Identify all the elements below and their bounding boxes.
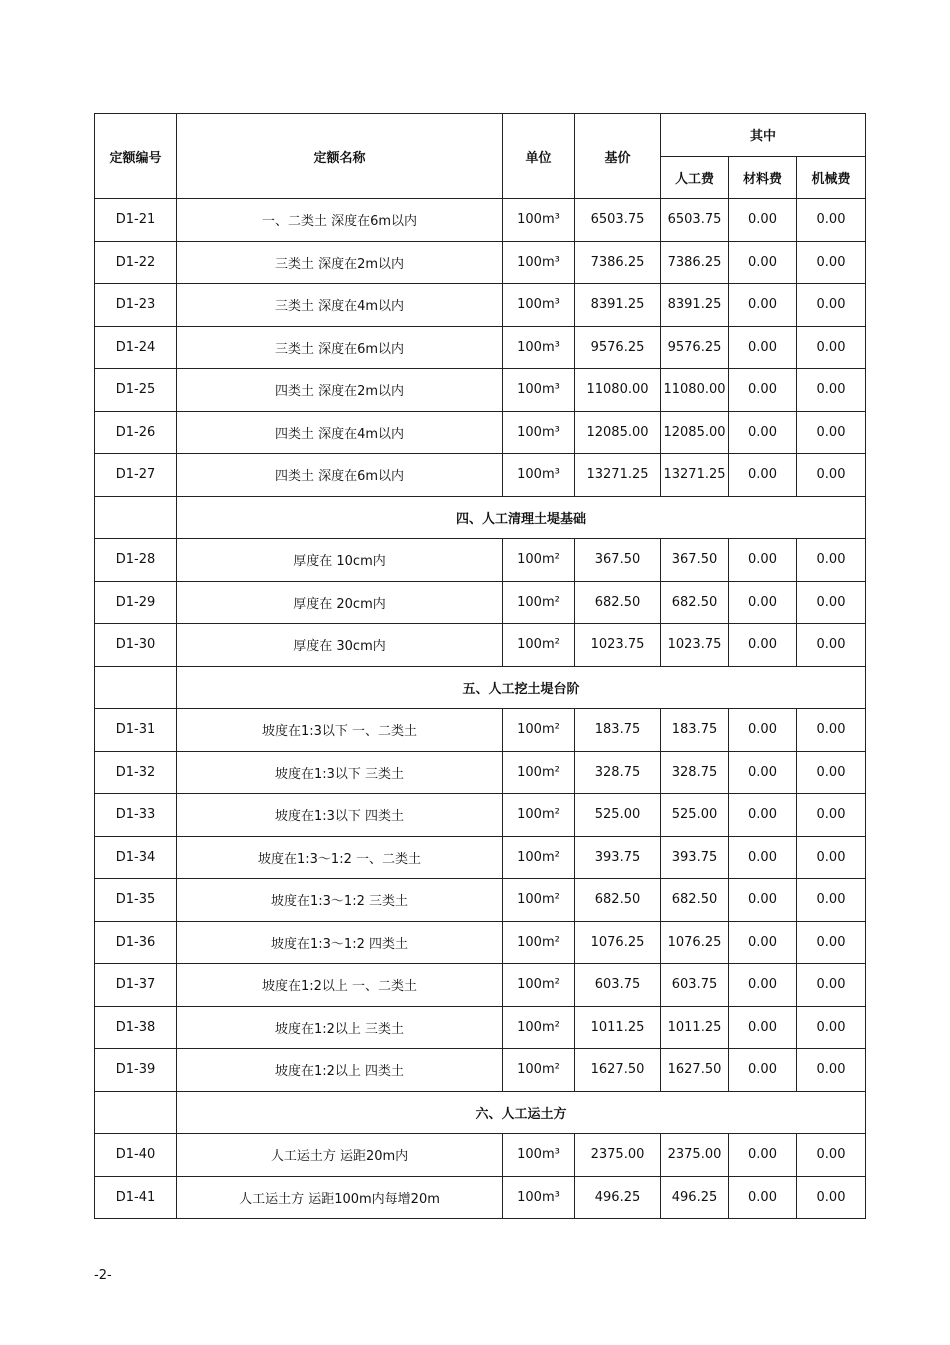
machine-cell: 0.00 <box>797 411 866 454</box>
unit-cell: 100m³ <box>503 1134 575 1177</box>
machine-cell: 0.00 <box>797 326 866 369</box>
labor-cell: 496.25 <box>661 1176 729 1219</box>
page-number: -2- <box>94 1268 112 1283</box>
code-cell: D1-27 <box>95 454 177 497</box>
name-cell: 坡度在1:3以下 一、二类土 <box>177 709 503 752</box>
unit-cell: 100m³ <box>503 369 575 412</box>
unit-cell: 100m² <box>503 964 575 1007</box>
table-row <box>95 794 866 837</box>
code-cell: D1-41 <box>95 1176 177 1219</box>
material-cell: 0.00 <box>729 709 797 752</box>
name-cell: 三类土 深度在6m以内 <box>177 326 503 369</box>
machine-cell: 0.00 <box>797 1006 866 1049</box>
code-cell: D1-38 <box>95 1006 177 1049</box>
base-price-cell: 1023.75 <box>575 624 661 667</box>
machine-cell: 0.00 <box>797 199 866 242</box>
name-cell: 坡度在1:2以上 四类土 <box>177 1049 503 1092</box>
table-row <box>95 199 866 242</box>
code-cell: D1-30 <box>95 624 177 667</box>
machine-cell: 0.00 <box>797 921 866 964</box>
material-cell: 0.00 <box>729 1049 797 1092</box>
labor-cell: 328.75 <box>661 751 729 794</box>
unit-cell: 100m² <box>503 879 575 922</box>
base-price-cell: 183.75 <box>575 709 661 752</box>
table-body <box>95 199 866 1219</box>
section-code-cell <box>95 496 177 539</box>
code-cell: D1-29 <box>95 581 177 624</box>
header-code: 定额编号 <box>95 114 177 199</box>
base-price-cell: 8391.25 <box>575 284 661 327</box>
table-row <box>95 284 866 327</box>
code-cell: D1-23 <box>95 284 177 327</box>
base-price-cell: 682.50 <box>575 581 661 624</box>
name-cell: 坡度在1:3以下 四类土 <box>177 794 503 837</box>
unit-cell: 100m² <box>503 1049 575 1092</box>
code-cell: D1-25 <box>95 369 177 412</box>
section-title: 六、人工运土方 <box>177 1091 866 1134</box>
unit-cell: 100m³ <box>503 199 575 242</box>
table-row <box>95 1134 866 1177</box>
material-cell: 0.00 <box>729 454 797 497</box>
code-cell: D1-34 <box>95 836 177 879</box>
unit-cell: 100m² <box>503 836 575 879</box>
material-cell: 0.00 <box>729 284 797 327</box>
labor-cell: 1023.75 <box>661 624 729 667</box>
table-row <box>95 836 866 879</box>
table-row <box>95 581 866 624</box>
base-price-cell: 367.50 <box>575 539 661 582</box>
base-price-cell: 7386.25 <box>575 241 661 284</box>
material-cell: 0.00 <box>729 199 797 242</box>
material-cell: 0.00 <box>729 1176 797 1219</box>
code-cell: D1-31 <box>95 709 177 752</box>
code-cell: D1-40 <box>95 1134 177 1177</box>
header-unit: 单位 <box>503 114 575 199</box>
base-price-cell: 13271.25 <box>575 454 661 497</box>
table-row <box>95 1049 866 1092</box>
machine-cell: 0.00 <box>797 539 866 582</box>
code-cell: D1-33 <box>95 794 177 837</box>
material-cell: 0.00 <box>729 879 797 922</box>
unit-cell: 100m² <box>503 581 575 624</box>
section-title: 五、人工挖土堤台阶 <box>177 666 866 709</box>
name-cell: 坡度在1:3以下 三类土 <box>177 751 503 794</box>
table-row <box>95 1006 866 1049</box>
material-cell: 0.00 <box>729 751 797 794</box>
quota-table <box>94 113 866 1219</box>
base-price-cell: 1076.25 <box>575 921 661 964</box>
name-cell: 四类土 深度在6m以内 <box>177 454 503 497</box>
name-cell: 人工运土方 运距20m内 <box>177 1134 503 1177</box>
labor-cell: 11080.00 <box>661 369 729 412</box>
code-cell: D1-32 <box>95 751 177 794</box>
labor-cell: 603.75 <box>661 964 729 1007</box>
code-cell: D1-21 <box>95 199 177 242</box>
material-cell: 0.00 <box>729 836 797 879</box>
section-code-cell <box>95 1091 177 1134</box>
code-cell: D1-36 <box>95 921 177 964</box>
header-labor: 人工费 <box>661 156 729 199</box>
header-name: 定额名称 <box>177 114 503 199</box>
section-title: 四、人工清理土堤基础 <box>177 496 866 539</box>
labor-cell: 1076.25 <box>661 921 729 964</box>
machine-cell: 0.00 <box>797 709 866 752</box>
section-row <box>95 496 866 539</box>
base-price-cell: 525.00 <box>575 794 661 837</box>
material-cell: 0.00 <box>729 964 797 1007</box>
labor-cell: 7386.25 <box>661 241 729 284</box>
material-cell: 0.00 <box>729 794 797 837</box>
name-cell: 坡度在1:3～1:2 三类土 <box>177 879 503 922</box>
machine-cell: 0.00 <box>797 581 866 624</box>
header-material: 材料费 <box>729 156 797 199</box>
unit-cell: 100m³ <box>503 241 575 284</box>
table-row <box>95 921 866 964</box>
labor-cell: 1011.25 <box>661 1006 729 1049</box>
material-cell: 0.00 <box>729 539 797 582</box>
base-price-cell: 11080.00 <box>575 369 661 412</box>
unit-cell: 100m² <box>503 751 575 794</box>
base-price-cell: 12085.00 <box>575 411 661 454</box>
name-cell: 厚度在 10cm内 <box>177 539 503 582</box>
name-cell: 四类土 深度在4m以内 <box>177 411 503 454</box>
labor-cell: 6503.75 <box>661 199 729 242</box>
code-cell: D1-28 <box>95 539 177 582</box>
labor-cell: 367.50 <box>661 539 729 582</box>
material-cell: 0.00 <box>729 921 797 964</box>
unit-cell: 100m³ <box>503 284 575 327</box>
unit-cell: 100m² <box>503 539 575 582</box>
unit-cell: 100m³ <box>503 326 575 369</box>
table-row <box>95 326 866 369</box>
unit-cell: 100m² <box>503 921 575 964</box>
base-price-cell: 682.50 <box>575 879 661 922</box>
base-price-cell: 328.75 <box>575 751 661 794</box>
name-cell: 一、二类土 深度在6m以内 <box>177 199 503 242</box>
machine-cell: 0.00 <box>797 794 866 837</box>
material-cell: 0.00 <box>729 1134 797 1177</box>
material-cell: 0.00 <box>729 1006 797 1049</box>
header-machine: 机械费 <box>797 156 866 199</box>
name-cell: 坡度在1:3～1:2 一、二类土 <box>177 836 503 879</box>
code-cell: D1-26 <box>95 411 177 454</box>
labor-cell: 9576.25 <box>661 326 729 369</box>
machine-cell: 0.00 <box>797 1134 866 1177</box>
name-cell: 坡度在1:3～1:2 四类土 <box>177 921 503 964</box>
table-row <box>95 709 866 752</box>
base-price-cell: 393.75 <box>575 836 661 879</box>
machine-cell: 0.00 <box>797 1049 866 1092</box>
material-cell: 0.00 <box>729 624 797 667</box>
code-cell: D1-35 <box>95 879 177 922</box>
base-price-cell: 1627.50 <box>575 1049 661 1092</box>
name-cell: 厚度在 30cm内 <box>177 624 503 667</box>
name-cell: 坡度在1:2以上 一、二类土 <box>177 964 503 1007</box>
table-row <box>95 454 866 497</box>
table-row <box>95 241 866 284</box>
table-row <box>95 879 866 922</box>
unit-cell: 100m² <box>503 794 575 837</box>
table-row <box>95 411 866 454</box>
name-cell: 三类土 深度在4m以内 <box>177 284 503 327</box>
code-cell: D1-39 <box>95 1049 177 1092</box>
section-row <box>95 666 866 709</box>
table-row <box>95 751 866 794</box>
unit-cell: 100m² <box>503 1006 575 1049</box>
unit-cell: 100m³ <box>503 454 575 497</box>
machine-cell: 0.00 <box>797 454 866 497</box>
labor-cell: 13271.25 <box>661 454 729 497</box>
name-cell: 厚度在 20cm内 <box>177 581 503 624</box>
base-price-cell: 6503.75 <box>575 199 661 242</box>
section-code-cell <box>95 666 177 709</box>
table-row <box>95 624 866 667</box>
unit-cell: 100m³ <box>503 1176 575 1219</box>
table-row <box>95 539 866 582</box>
machine-cell: 0.00 <box>797 369 866 412</box>
labor-cell: 682.50 <box>661 581 729 624</box>
code-cell: D1-24 <box>95 326 177 369</box>
labor-cell: 8391.25 <box>661 284 729 327</box>
section-row <box>95 1091 866 1134</box>
base-price-cell: 603.75 <box>575 964 661 1007</box>
labor-cell: 682.50 <box>661 879 729 922</box>
name-cell: 坡度在1:2以上 三类土 <box>177 1006 503 1049</box>
material-cell: 0.00 <box>729 581 797 624</box>
header-base-price: 基价 <box>575 114 661 199</box>
machine-cell: 0.00 <box>797 964 866 1007</box>
labor-cell: 1627.50 <box>661 1049 729 1092</box>
base-price-cell: 1011.25 <box>575 1006 661 1049</box>
machine-cell: 0.00 <box>797 836 866 879</box>
code-cell: D1-22 <box>95 241 177 284</box>
machine-cell: 0.00 <box>797 624 866 667</box>
code-cell: D1-37 <box>95 964 177 1007</box>
labor-cell: 2375.00 <box>661 1134 729 1177</box>
header-of-which: 其中 <box>661 114 866 157</box>
material-cell: 0.00 <box>729 411 797 454</box>
base-price-cell: 2375.00 <box>575 1134 661 1177</box>
material-cell: 0.00 <box>729 369 797 412</box>
machine-cell: 0.00 <box>797 284 866 327</box>
machine-cell: 0.00 <box>797 751 866 794</box>
machine-cell: 0.00 <box>797 879 866 922</box>
labor-cell: 12085.00 <box>661 411 729 454</box>
labor-cell: 183.75 <box>661 709 729 752</box>
labor-cell: 525.00 <box>661 794 729 837</box>
unit-cell: 100m² <box>503 709 575 752</box>
base-price-cell: 496.25 <box>575 1176 661 1219</box>
machine-cell: 0.00 <box>797 1176 866 1219</box>
unit-cell: 100m² <box>503 624 575 667</box>
material-cell: 0.00 <box>729 241 797 284</box>
table-row <box>95 1176 866 1219</box>
material-cell: 0.00 <box>729 326 797 369</box>
unit-cell: 100m³ <box>503 411 575 454</box>
table-row <box>95 369 866 412</box>
name-cell: 三类土 深度在2m以内 <box>177 241 503 284</box>
labor-cell: 393.75 <box>661 836 729 879</box>
base-price-cell: 9576.25 <box>575 326 661 369</box>
table-row <box>95 964 866 1007</box>
name-cell: 人工运土方 运距100m内每增20m <box>177 1176 503 1219</box>
name-cell: 四类土 深度在2m以内 <box>177 369 503 412</box>
machine-cell: 0.00 <box>797 241 866 284</box>
